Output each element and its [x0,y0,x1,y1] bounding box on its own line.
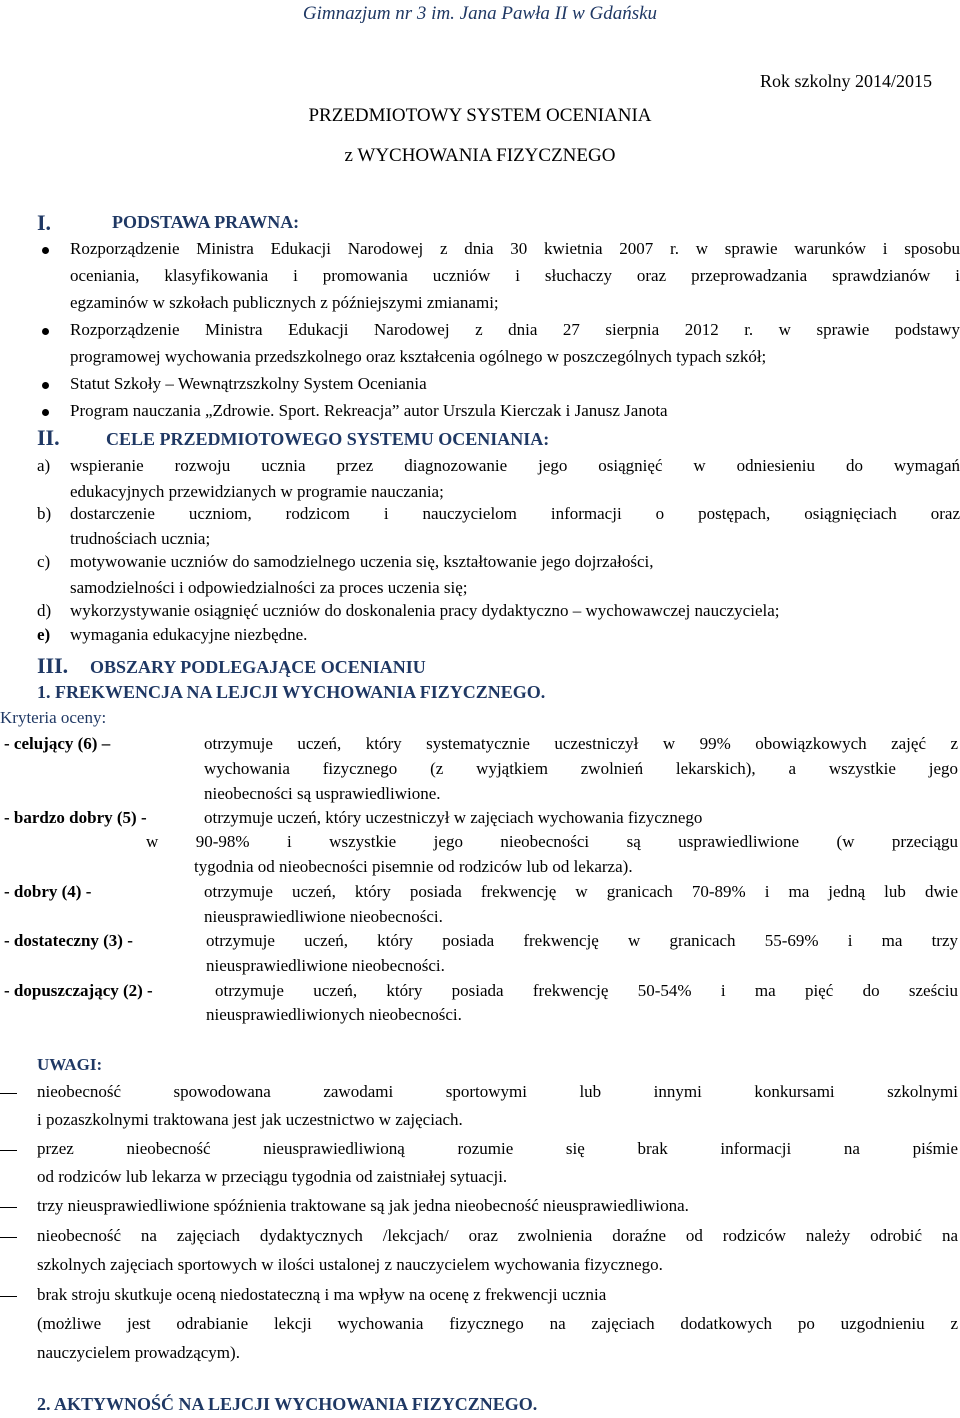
section-1-number: I. [37,210,52,235]
grade-2-line-1: otrzymuje uczeń, który posiada frekwencję 50-54% i ma pięć do sześciu [215,981,958,1000]
note-2-line-2: od rodziców lub lekarza w przeciągu tygodnia od zaistniałej sytuacji. [37,1167,508,1186]
notes-title: UWAGI: [37,1055,103,1074]
note-1-line-2: i pozaszkolnymi traktowana jest jak uczestnictwo w zajęciach. [37,1110,463,1129]
goal-c-line-2: samodzielności i odpowiedzialności za proces uczenia się; [70,578,468,597]
goal-b-line-2: trudnościach ucznia; [70,529,211,548]
note-5-line-1: brak stroju skutkuje oceną niedostateczną i ma wpływ na ocenę z frekwencji ucznia [37,1285,607,1304]
note-2-line-1: przez nieobecność nieusprawiedliwioną rozumie się brak informacji na piśmie [37,1139,958,1158]
grade-6-line-2: wychowania fizycznego (z wyjątkiem zwolnień lekarskich), a wszystkie jego [204,759,958,778]
goal-e: wymagania edukacyjne niezbędne. [70,625,308,644]
bullet-icon [42,409,49,416]
bullet-icon [42,247,49,254]
school-name: Gimnazjum nr 3 im. Jana Pawła II w Gdańsku [302,3,658,24]
goal-c-line-1: motywowanie uczniów do samodzielnego uczenia się, kształtowanie jego dojrzałości, [70,552,654,571]
section-3-title: OBSZARY PODLEGAJĄCE OCENIANIU [90,657,426,677]
legal-basis-item-1-line-3: egzaminów w szkołach publicznych z późniejszymi zmianami; [70,293,499,312]
document-title: PRZEDMIOTOWY SYSTEM OCENIANIA [308,105,652,126]
goal-d: wykorzystywanie osiągnięć uczniów do doskonalenia pracy dydaktyczno – wychowawczej nauczyciela; [70,601,780,620]
grade-5-label: - bardzo dobry (5) - [4,808,147,827]
legal-basis-item-1-line-2: oceniania, klasyfikowania i promowania uczniów i słuchaczy oraz przeprowadzania sprawdzianów i [70,266,960,285]
section-2-title: CELE PRZEDMIOTOWEGO SYSTEMU OCENIANIA: [106,429,550,449]
grade-4-line-2: nieusprawiedliwione nieobecności. [204,907,443,926]
note-5-line-2: (możliwe jest odrabianie lekcji wychowania fizycznego na zajęciach dodatkowych po uzgodnieniu z [37,1314,958,1333]
goal-b-label: b) [37,504,52,523]
dash-icon [0,1150,17,1151]
note-1-line-1: nieobecność spowodowana zawodami sportowymi lub innymi konkursami szkolnymi [37,1082,958,1101]
note-4-line-2: szkolnych zajęciach sportowych w ilości ustalonej z nauczycielem wychowania fizycznego. [37,1255,663,1274]
goal-d-label: d) [37,601,52,620]
goal-b-line-1: dostarczenie uczniom, rodzicom i nauczycielom informacji o postępach, osiągnięciach oraz [70,504,960,523]
dash-icon [0,1093,17,1094]
goal-a-line-2: edukacyjnych przewidzianych w programie nauczania; [70,482,444,501]
grade-4-line-1: otrzymuje uczeń, który posiada frekwencję w granicach 70-89% i ma jedną lub dwie [204,882,958,901]
section-2-number: II. [37,425,60,450]
grade-3-line-2: nieusprawiedliwione nieobecności. [206,956,445,975]
dash-icon [0,1207,17,1208]
grade-2-line-2: nieusprawiedliwionych nieobecności. [206,1005,462,1024]
grade-6-line-1: otrzymuje uczeń, który systematycznie uczestniczył w 99% obowiązkowych zajęć z [204,734,958,753]
goal-c-label: c) [37,552,51,571]
subsection-1-title: 1. FREKWENCJA NA LEJCJI WYCHOWANIA FIZYCZNEGO. [37,682,546,702]
note-5-line-3: nauczycielem prowadzącym). [37,1343,240,1362]
grade-5-line-3: tygodnia od nieobecności pisemnie od rodziców lub od lekarza). [194,857,633,876]
goal-a-label: a) [37,456,51,475]
legal-basis-item-3: Statut Szkoły – Wewnątrzszkolny System Oceniania [70,374,427,393]
grade-3-line-1: otrzymuje uczeń, który posiada frekwencję w granicach 55-69% i ma trzy [206,931,958,950]
legal-basis-item-2-line-2: programowej wychowania przedszkolnego oraz kształcenia ogólnego w poszczególnych typach szkół; [70,347,767,366]
dash-icon [0,1296,17,1297]
legal-basis-item-4: Program nauczania „Zdrowie. Sport. Rekreacja” autor Urszula Kierczak i Janusz Janota [70,401,668,420]
bullet-icon [42,382,49,389]
grade-5-line-1: otrzymuje uczeń, który uczestniczył w zajęciach wychowania fizycznego [204,808,703,827]
grade-5-line-2: w 90-98% i wszystkie jego nieobecności są usprawiedliwione (w przeciągu [146,832,958,851]
grade-3-label: - dostateczny (3) - [4,931,133,950]
goal-a-line-1: wspieranie rozwoju ucznia przez diagnozowanie jego osiągnięć w odniesieniu do wymagań [70,456,960,475]
bullet-icon [42,328,49,335]
grade-6-line-3: nieobecności są usprawiedliwione. [204,784,441,803]
document-subtitle: z WYCHOWANIA FIZYCZNEGO [344,145,616,166]
dash-icon [0,1237,17,1238]
goal-e-label: e) [37,625,51,644]
note-4-line-1: nieobecność na zajęciach dydaktycznych /lekcjach/ oraz zwolnienia doraźne od rodziców należy odrobić na [37,1226,958,1245]
grade-4-label: - dobry (4) - [4,882,92,901]
section-3-number: III. [37,653,69,678]
section-1-title: PODSTAWA PRAWNA: [112,212,300,232]
grade-6-label: - celujący (6) – [4,734,111,753]
grade-2-label: - dopuszczający (2) - [4,981,153,1000]
subsection-2-title: 2. AKTYWNOŚĆ NA LEJCJI WYCHOWANIA FIZYCZNEGO. [37,1394,538,1414]
legal-basis-item-1-line-1: Rozporządzenie Ministra Edukacji Narodowej z dnia 30 kwietnia 2007 r. w sprawie warunków i sposobu [70,239,960,258]
note-3: trzy nieusprawiedliwione spóźnienia traktowane są jak jedna nieobecność nieusprawiedliwiona. [37,1196,689,1215]
school-year: Rok szkolny 2014/2015 [760,71,933,91]
criteria-label: Kryteria oceny: [0,708,107,727]
legal-basis-item-2-line-1: Rozporządzenie Ministra Edukacji Narodowej z dnia 27 sierpnia 2012 r. w sprawie podstawy [70,320,960,339]
